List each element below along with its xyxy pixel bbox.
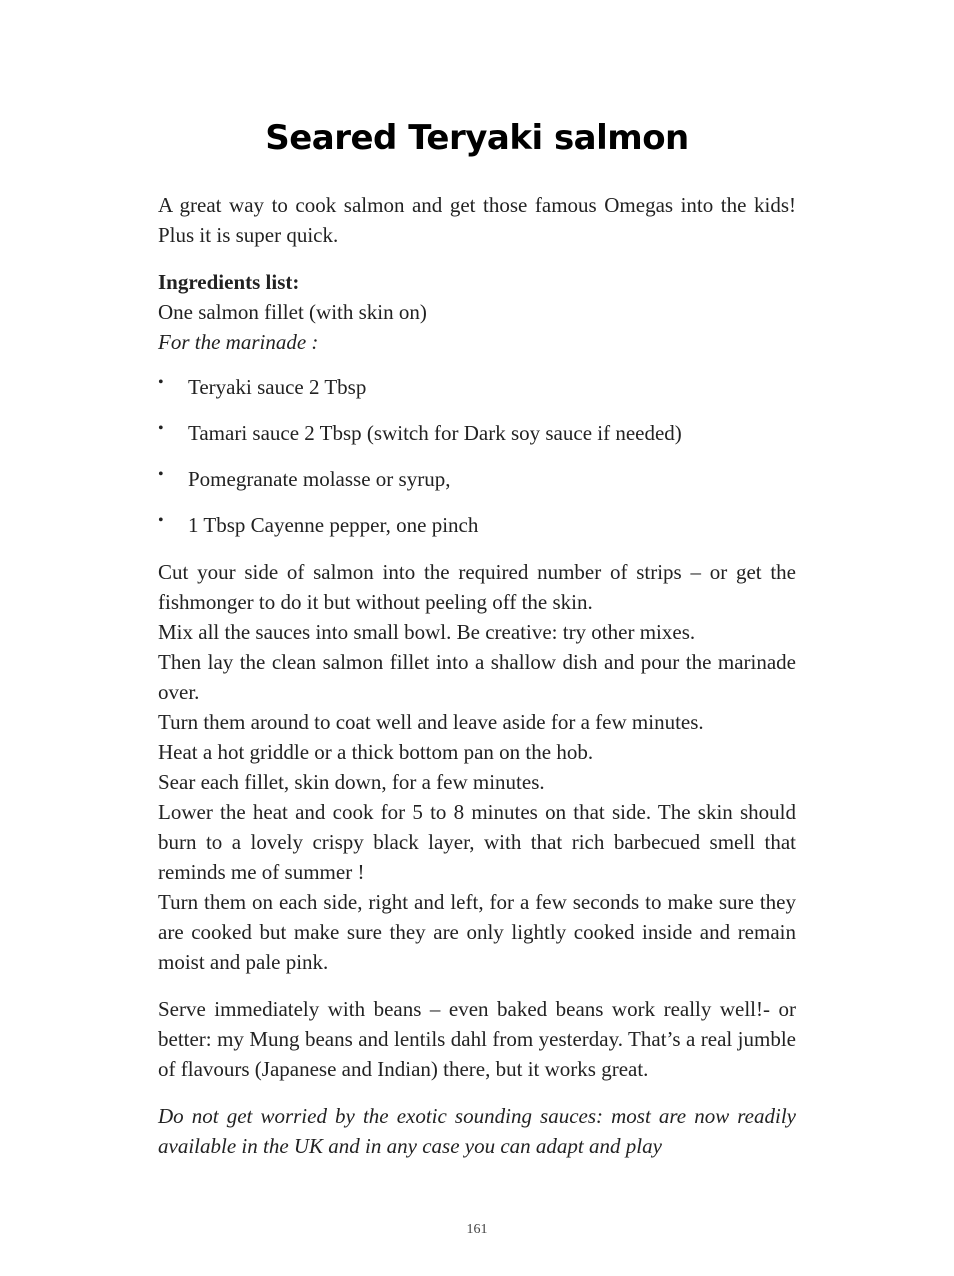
bullet-icon: • — [158, 374, 164, 391]
serve-paragraph: Serve immediately with beans – even baked beans work really well!- or better: my Mung beans and lentils dahl from yesterday. That’s a real jumble of flavours (Japanese and Indian) there, but it works great. — [158, 997, 796, 1081]
step-paragraph: Turn them on each side, right and left, for a few seconds to make sure they are cooked but make sure they are only lightly cooked inside and remain moist and pale pink. — [158, 890, 796, 974]
spacer — [158, 1084, 796, 1101]
list-item-text: 1 Tbsp Cayenne pepper, one pinch — [188, 513, 479, 537]
list-item-text: Teryaki sauce 2 Tbsp — [188, 375, 367, 399]
spacer — [158, 977, 796, 994]
step-paragraph: Heat a hot griddle or a thick bottom pan on the hob. — [158, 740, 594, 764]
bullet-icon: • — [158, 420, 164, 437]
step-paragraph: Cut your side of salmon into the required number of strips – or get the fishmonger to do it but without peeling off the skin. — [158, 560, 796, 614]
page-title: Seared Teryaki salmon — [265, 118, 689, 158]
intro-paragraph: A great way to cook salmon and get those famous Omegas into the kids! Plus it is super quick. — [158, 193, 796, 247]
note-paragraph: Do not get worried by the exotic sounding sauces: most are now readily available in the UK and in any case you can adapt and play — [158, 1104, 796, 1158]
step-paragraph: Lower the heat and cook for 5 to 8 minutes on that side. The skin should burn to a lovely crispy black layer, with that rich barbecued smell that reminds me of summer ! — [158, 800, 796, 884]
recipe-content — [158, 190, 796, 1161]
page-number: 161 — [466, 1222, 488, 1237]
list-item — [158, 418, 796, 448]
ingredients-heading: Ingredients list: — [158, 270, 300, 294]
ingredient-main: One salmon fillet (with skin on) — [158, 300, 427, 324]
bullet-icon: • — [158, 466, 164, 483]
spacer — [158, 250, 796, 267]
step-paragraph: Turn them around to coat well and leave aside for a few minutes. — [158, 710, 704, 734]
step-paragraph: Then lay the clean salmon fillet into a shallow dish and pour the marinade over. — [158, 650, 796, 704]
step-paragraph: Mix all the sauces into small bowl. Be creative: try other mixes. — [158, 620, 696, 644]
list-item-text: Tamari sauce 2 Tbsp (switch for Dark soy sauce if needed) — [188, 421, 682, 445]
marinade-label: For the marinade : — [158, 330, 319, 354]
list-item — [158, 464, 796, 494]
bullet-icon: • — [158, 512, 164, 529]
spacer — [158, 540, 796, 557]
list-item — [158, 510, 796, 540]
step-paragraph: Sear each fillet, skin down, for a few minutes. — [158, 770, 545, 794]
marinade-list — [158, 372, 796, 540]
list-item-text: Pomegranate molasse or syrup, — [188, 467, 451, 491]
list-item — [158, 372, 796, 402]
